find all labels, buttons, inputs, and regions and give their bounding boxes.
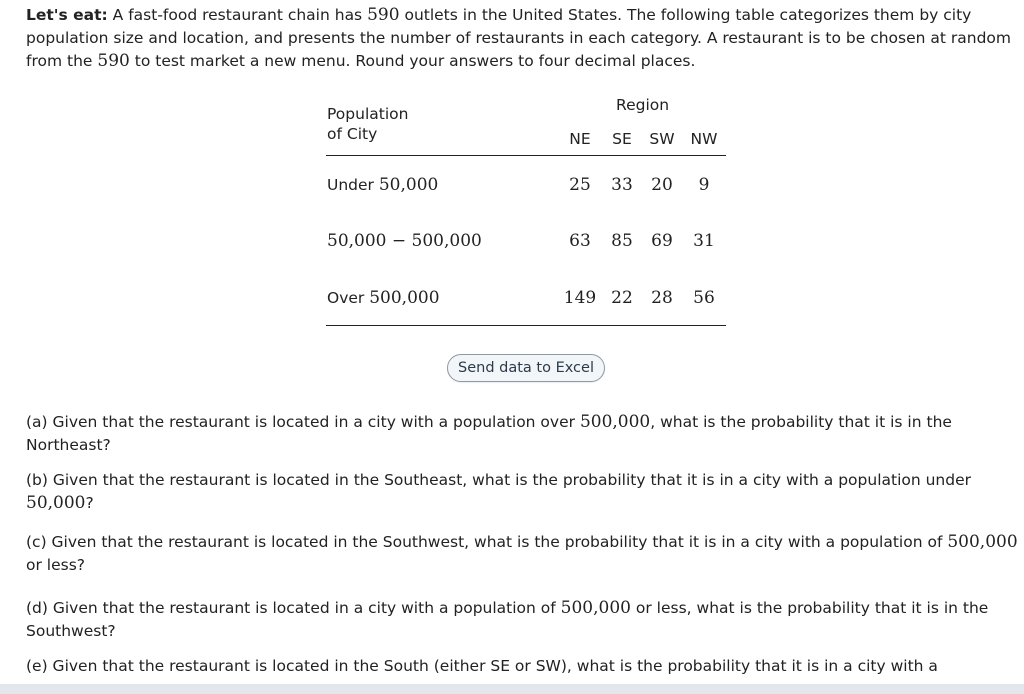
send-to-excel-button[interactable]: Send data to Excel bbox=[447, 354, 605, 382]
table-cell: 20 bbox=[651, 175, 673, 195]
problem-text-1: A fast-food restaurant chain has bbox=[107, 6, 368, 24]
row-label-over-500000 bbox=[327, 288, 440, 308]
question-text: (e) Given that the restaurant is located in the South (either SE or SW), what is the probability that it is in a city with a bbox=[26, 657, 938, 675]
table-cell: 56 bbox=[693, 288, 715, 308]
table-cell: 31 bbox=[693, 231, 715, 251]
question-a bbox=[26, 411, 1018, 457]
row-label-value: 500,000 bbox=[369, 288, 440, 308]
problem-text-3: to test market a new menu. Round your answers to four decimal places. bbox=[129, 52, 696, 70]
table-cell: 9 bbox=[698, 175, 710, 195]
question-text: (a) Given that the restaurant is located in a city with a population over bbox=[26, 413, 580, 431]
table-cell: 149 bbox=[563, 288, 597, 308]
table-cell: 69 bbox=[651, 231, 673, 251]
table-cell: 28 bbox=[651, 288, 673, 308]
question-text: ? bbox=[85, 494, 94, 512]
question-d bbox=[26, 597, 1018, 643]
question-number: 50,000 bbox=[26, 493, 86, 513]
question-text: (d) Given that the restaurant is located in a city with a population of bbox=[26, 599, 561, 617]
row-label-value: 50,000 − 500,000 bbox=[327, 231, 482, 251]
question-b bbox=[26, 469, 1018, 515]
problem-lead: Let's eat: bbox=[26, 6, 108, 24]
population-header bbox=[327, 104, 408, 144]
row-label-value: 50,000 bbox=[378, 175, 439, 195]
table-cell: 22 bbox=[611, 288, 633, 308]
row-label-prefix: Under bbox=[327, 176, 379, 194]
row-label-prefix: Over bbox=[327, 289, 370, 307]
col-header-ne: NE bbox=[569, 130, 591, 148]
question-text: (b) Given that the restaurant is located in the Southeast, what is the probability that it is in a city with a population under bbox=[26, 471, 972, 489]
question-c bbox=[26, 531, 1018, 577]
question-number: 500,000 bbox=[579, 412, 651, 432]
problem-text-2: outlets in the United States. The following table categorizes them by city population size and location, and presents the number of restaurants in each category. A restaurant is to be chosen at random from the bbox=[26, 6, 1011, 70]
region-header: Region bbox=[616, 96, 670, 114]
question-text: (c) Given that the restaurant is located in the Southwest, what is the probability that it is in a city with a population of bbox=[26, 533, 948, 551]
restaurant-table bbox=[326, 95, 726, 327]
question-text: , what is the probability that it is in the Northeast? bbox=[26, 413, 952, 454]
question-text: or less? bbox=[26, 556, 86, 574]
row-label-under-50000 bbox=[327, 175, 438, 195]
table-cell: 85 bbox=[611, 231, 633, 251]
col-header-se: SE bbox=[612, 130, 632, 148]
col-header-sw: SW bbox=[649, 130, 675, 148]
question-text: or less, what is the probability that it is in the Southwest? bbox=[26, 599, 989, 640]
population-header-line2: of City bbox=[327, 125, 378, 143]
header-rule bbox=[326, 155, 726, 156]
table-cell: 63 bbox=[569, 231, 591, 251]
population-header-line1: Population bbox=[327, 105, 409, 123]
table-cell: 25 bbox=[569, 175, 591, 195]
outlet-count-repeat: 590 bbox=[97, 51, 130, 71]
row-label-50000-500000 bbox=[327, 231, 482, 251]
table-cell: 33 bbox=[611, 175, 633, 195]
question-number: 500,000 bbox=[947, 532, 1018, 552]
outlet-count: 590 bbox=[367, 5, 400, 25]
footer-rule bbox=[326, 325, 726, 326]
question-e bbox=[26, 655, 1018, 678]
problem-statement bbox=[26, 4, 1016, 73]
bottom-scroll-bar bbox=[0, 684, 1024, 694]
col-header-nw: NW bbox=[690, 130, 718, 148]
question-number: 500,000 bbox=[560, 598, 631, 618]
